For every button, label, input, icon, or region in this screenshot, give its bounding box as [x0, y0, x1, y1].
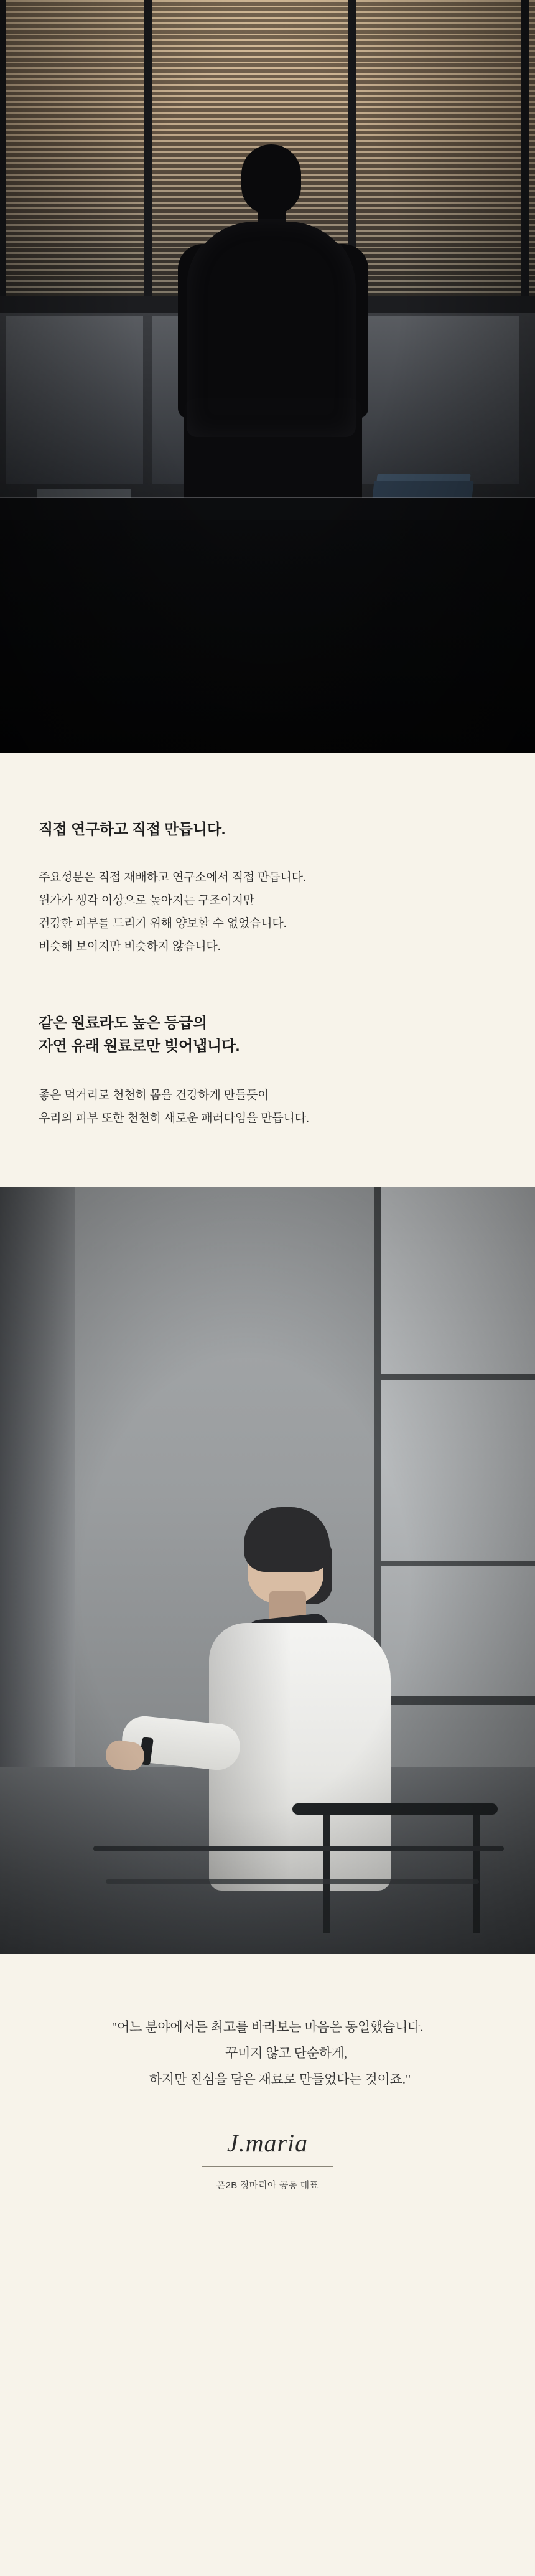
doctor-image [0, 1187, 535, 1954]
section-subheading [39, 1012, 535, 1058]
section-subparagraph [39, 1084, 535, 1130]
hero-vignette [0, 0, 535, 753]
section-heading: 직접 연구하고 직접 만듭니다. [39, 821, 226, 838]
hero-image [0, 0, 535, 753]
paragraph-line: 비슷해 보이지만 비슷하지 않습니다. [39, 939, 221, 953]
signature-divider [202, 2166, 333, 2167]
subheading-line: 자연 유래 원료로만 빚어냅니다. [39, 1038, 240, 1055]
subparagraph-line: 좋은 먹거리로 천천히 몸을 건강하게 만들듯이 [39, 1089, 269, 1102]
quote-section [0, 1954, 535, 2266]
quote-line: 꾸미지 않고 단순하게, [225, 2046, 347, 2061]
quote-line: 하지만 진심을 담은 재료로 만들었다는 것이죠." [149, 2072, 411, 2087]
quote-line: "어느 분야에서든 최고를 바라보는 마음은 동일했습니다. [111, 2019, 424, 2035]
photo-vignette [0, 1187, 535, 1954]
paragraph-line: 주요성분은 직접 재배하고 연구소에서 직접 만듭니다. [39, 870, 306, 884]
signature: J.maria [226, 2129, 309, 2158]
subheading-line: 같은 원료라도 높은 등급의 [39, 1014, 207, 1032]
paragraph-line: 건강한 피부를 드리기 위해 양보할 수 없었습니다. [39, 916, 287, 930]
paragraph-line: 원가가 생각 이상으로 높아지는 구조이지만 [39, 893, 255, 907]
signature-caption: 폰2B 정마리아 공동 대표 [216, 2180, 319, 2191]
intro-text-section [0, 753, 535, 1130]
section-paragraph [39, 866, 535, 958]
subparagraph-line: 우리의 피부 또한 천천히 새로운 패러다임을 만듭니다. [39, 1112, 309, 1126]
